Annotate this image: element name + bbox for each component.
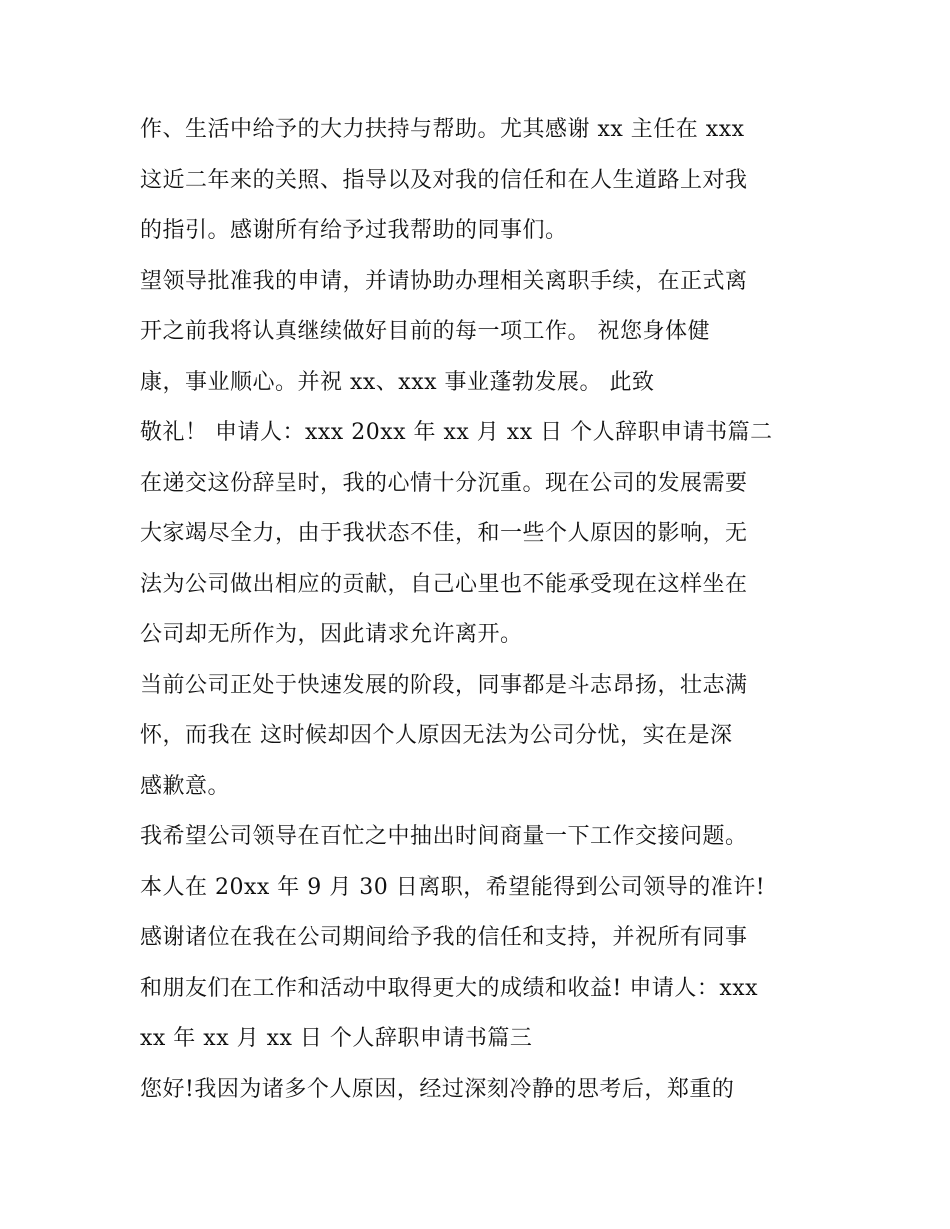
text-line: 大家竭尽全力，由于我状态不佳，和一些个人原因的影响，无 <box>140 521 748 546</box>
text-line: xx 年 xx 月 xx 日 个人辞职申请书篇三 <box>140 1026 533 1051</box>
text-line: 本人在 20xx 年 9 月 30 日离职，希望能得到公司领导的准许! <box>140 875 766 900</box>
text-line: 敬礼！ 申请人：xxx 20xx 年 xx 月 xx 日 个人辞职申请书篇二 <box>140 420 773 445</box>
text-line: 感歉意。 <box>140 774 231 799</box>
text-line: 公司却无所作为，因此请求允许离开。 <box>140 622 523 647</box>
text-line: 我希望公司领导在百忙之中抽出时间商量一下工作交接问题。 <box>140 824 748 849</box>
text-line: 当前公司正处于快速发展的阶段，同事都是斗志昂扬，壮志满 <box>140 673 748 698</box>
text-line: 感谢诸位在我在公司期间给予我的信任和支持，并祝所有同事 <box>140 925 748 950</box>
text-line: 在递交这份辞呈时，我的心情十分沉重。现在公司的发展需要 <box>140 471 748 496</box>
text-line: 康，事业顺心。并祝 xx、xxx 事业蓬勃发展。 此致 <box>140 370 655 395</box>
text-line: 您好!我因为诸多个人原因，经过深刻冷静的思考后，郑重的 <box>140 1077 735 1102</box>
text-line: 法为公司做出相应的贡献，自己心里也不能承受现在这样坐在 <box>140 572 748 597</box>
text-line: 作、生活中给予的大力扶持与帮助。尤其感谢 xx 主任在 xxx <box>140 117 745 142</box>
text-line: 开之前我将认真继续做好目前的每一项工作。 祝您身体健 <box>140 319 710 344</box>
text-line: 和朋友们在工作和活动中取得更大的成绩和收益! 申请人：xxx <box>140 976 759 1001</box>
text-line: 怀，而我在 这时候却因个人原因无法为公司分忧，实在是深 <box>140 723 733 748</box>
text-line: 望领导批准我的申请，并请协助办理相关离职手续，在正式离 <box>140 269 748 294</box>
text-line: 这近二年来的关照、指导以及对我的信任和在人生道路上对我 <box>140 168 748 193</box>
text-line: 的指引。感谢所有给予过我帮助的同事们。 <box>140 218 568 243</box>
